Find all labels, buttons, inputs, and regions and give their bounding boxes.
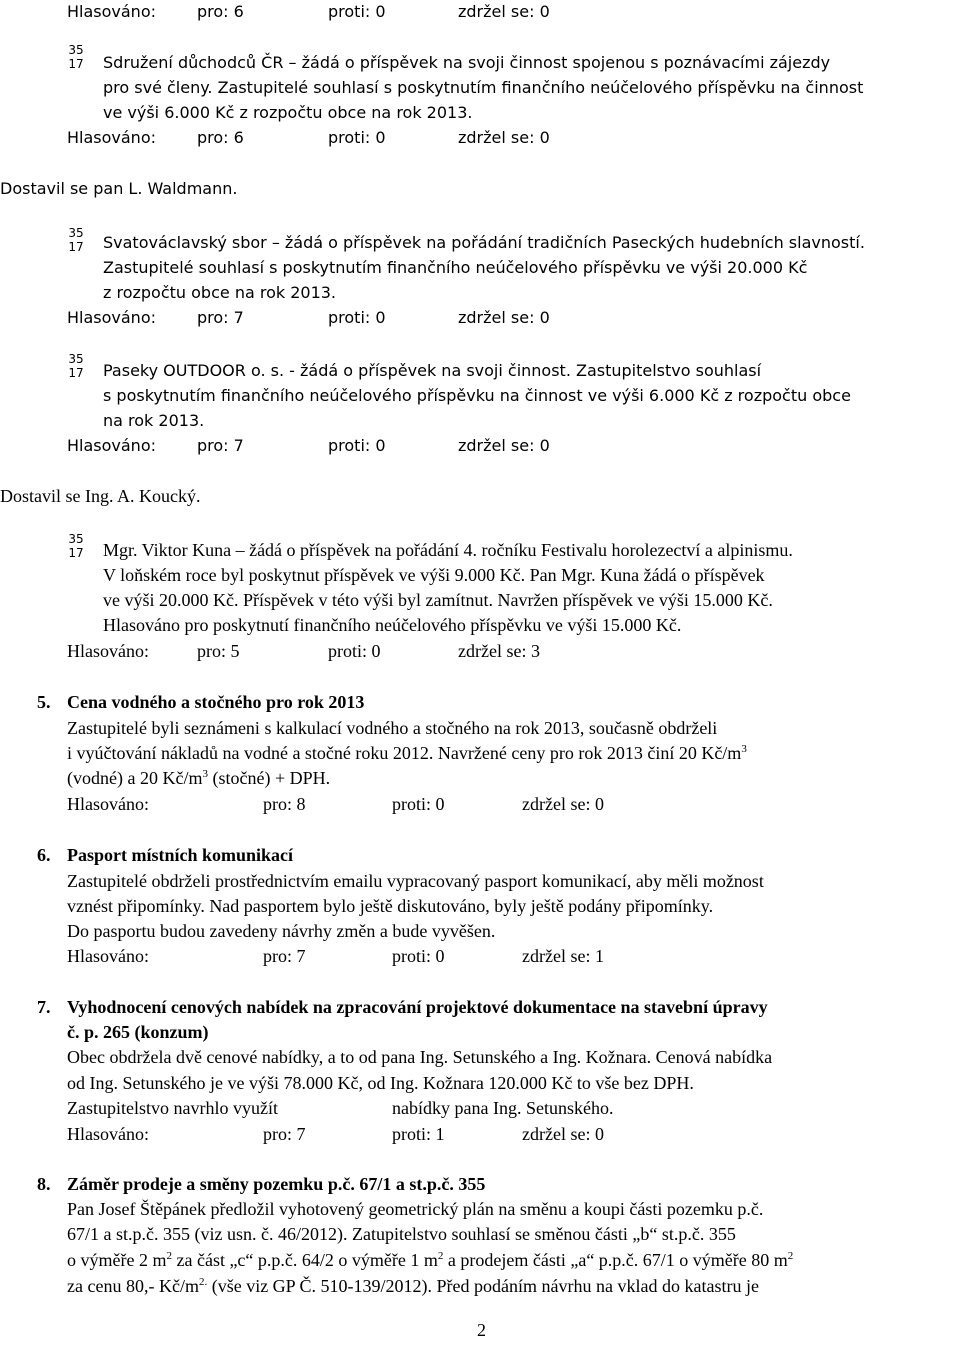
vote-label: Hlasováno: <box>67 946 149 966</box>
vote-proti: proti: 0 <box>328 436 386 455</box>
paragraph-line: Obec obdržela dvě cenové nabídky, a to od pana Ing. Setunského a Ing. Kožnara. Cenová nabídka <box>67 1047 773 1067</box>
vote-pro: pro: 6 <box>197 128 244 147</box>
vote-line <box>67 0 767 25</box>
item-marker-icon: 35 17 <box>68 352 84 380</box>
paragraph-line: Zastupitelé byli seznámeni s kalkulací vodného a stočného na rok 2013, současně obdrželi <box>67 718 718 738</box>
paragraph-line: pro své členy. Zastupitelé souhlasí s poskytnutím finančního neúčelového příspěvku na činnost <box>103 78 864 97</box>
paragraph-line: Paseky OUTDOOR o. s. - žádá o příspěvek na svoji činnost. Zastupitelstvo souhlasí <box>103 361 762 380</box>
vote-label: Hlasováno: <box>67 436 156 455</box>
vote-proti: proti: 0 <box>328 308 386 327</box>
section-number: 7. <box>37 997 51 1017</box>
vote-proti: proti: 0 <box>392 946 445 966</box>
vote-line <box>67 306 767 331</box>
paragraph-line: Zastupitelé obdrželi prostřednictvím emailu vypracovaný pasport komunikací, aby měli možnost <box>67 871 764 891</box>
paragraph-line: Do pasportu budou zavedeny návrhy změn a bude vyvěšen. <box>67 921 496 941</box>
vote-proti: proti: 1 <box>392 1124 445 1144</box>
vote-line <box>67 1122 767 1147</box>
paragraph-line: ve výši 6.000 Kč z rozpočtu obce na rok 2013. <box>103 103 473 122</box>
vote-line <box>67 792 767 817</box>
paragraph-line: Sdružení důchodců ČR – žádá o příspěvek na svoji činnost spojenou s poznávacími zájezdy <box>103 53 831 72</box>
vote-pro: pro: 7 <box>197 308 244 327</box>
paragraph-line: Zastupitelé souhlasí s poskytnutím finančního neúčelového příspěvku ve výši 20.000 Kč <box>103 258 808 277</box>
item-marker-icon: 35 17 <box>68 43 84 71</box>
vote-proti: proti: 0 <box>328 2 386 21</box>
paragraph-line: za cenu 80,- $Kč/m^{2.}$ (vše viz GP Č. 510-139/2012). Před podáním návrhu na vklad do katastru je <box>67 1276 759 1296</box>
section-title: Záměr prodeje a směny pozemku p.č. 67/1 a st.p.č. 355 <box>67 1174 486 1194</box>
section-number: 5. <box>37 692 51 712</box>
vote-zdrzel: zdržel se: 0 <box>458 128 550 147</box>
paragraph-line: od Ing. Setunského je ve výši 78.000 Kč, od Ing. Kožnara 120.000 Kč to vše bez DPH. <box>67 1073 694 1093</box>
item-marker-icon: 35 17 <box>68 532 84 560</box>
vote-pro: pro: 7 <box>197 436 244 455</box>
page-number: 2 <box>477 1320 486 1340</box>
section-title: č. p. 265 (konzum) <box>67 1022 209 1042</box>
section-title: Vyhodnocení cenových nabídek na zpracování projektové dokumentace na stavební úpravy <box>67 997 768 1017</box>
vote-label: Hlasováno: <box>67 128 156 147</box>
vote-zdrzel: zdržel se: 0 <box>458 2 550 21</box>
vote-line <box>67 126 767 151</box>
vote-label: Hlasováno: <box>67 641 149 661</box>
paragraph-line: Hlasováno pro poskytnutí finančního neúčelového příspěvku ve výši 15.000 Kč. <box>103 615 682 635</box>
vote-pro: pro: 6 <box>197 2 244 21</box>
vote-proti: proti: 0 <box>392 794 445 814</box>
vote-label: Hlasováno: <box>67 794 149 814</box>
vote-zdrzel: zdržel se: 0 <box>458 436 550 455</box>
vote-label: Hlasováno: <box>67 308 156 327</box>
vote-proti: proti: 0 <box>328 641 381 661</box>
vote-pro: pro: 8 <box>263 794 306 814</box>
paragraph-line: z rozpočtu obce na rok 2013. <box>103 283 337 302</box>
paragraph-line: vznést připomínky. Nad pasportem bylo ještě diskutováno, byly ještě podány připomínky. <box>67 896 714 916</box>
vote-zdrzel: zdržel se: 0 <box>522 1124 604 1144</box>
paragraph-line: (vodné) a 20 $Kč/m^3$ (stočné) + DPH. <box>67 768 331 788</box>
vote-zdrzel: zdržel se: 1 <box>522 946 604 966</box>
paragraph-line: o výměře 2 $m^2$ za část „c“ p.p.č. 64/2 o výměře 1 $m^2$ a prodejem části „a“ p.p.č. 67/1 o výměře 80 $m^2$ <box>67 1250 794 1270</box>
vote-label: Hlasováno: <box>67 2 156 21</box>
item-marker-icon: 35 17 <box>68 226 84 254</box>
vote-line <box>67 944 767 969</box>
paragraph-line: V loňském roce byl poskytnut příspěvek ve výši 9.000 Kč. Pan Mgr. Kuna žádá o příspěvek <box>103 565 765 585</box>
paragraph-line: Pan Josef Štěpánek předložil vyhotovený geometrický plán na směnu a koupi části pozemku p.č. <box>67 1199 764 1219</box>
section-title: Pasport místních komunikací <box>67 845 294 865</box>
section-title: Cena vodného a stočného pro rok 2013 <box>67 692 365 712</box>
paragraph-line: s poskytnutím finančního neúčelového příspěvku na činnost ve výši 6.000 Kč z rozpočtu obce <box>103 386 851 405</box>
arrival-note: Dostavil se pan L. Waldmann. <box>0 179 238 198</box>
vote-zdrzel: zdržel se: 0 <box>522 794 604 814</box>
vote-pro: pro: 7 <box>263 1124 306 1144</box>
paragraph-line: Mgr. Viktor Kuna – žádá o příspěvek na pořádání 4. ročníku Festivalu horolezectví a alpinismu. <box>103 540 793 560</box>
paragraph-line: Zastupitelstvo navrhlo využít <box>67 1098 278 1118</box>
vote-line <box>67 434 767 459</box>
vote-zdrzel: zdržel se: 0 <box>458 308 550 327</box>
vote-pro: pro: 5 <box>197 641 240 661</box>
vote-line <box>67 639 767 664</box>
vote-zdrzel: zdržel se: 3 <box>458 641 540 661</box>
paragraph-line: ve výši 20.000 Kč. Příspěvek v této výši byl zamítnut. Navržen příspěvek ve výši 15.000 Kč. <box>103 590 773 610</box>
paragraph-line: nabídky pana Ing. Setunského. <box>392 1098 614 1118</box>
vote-label: Hlasováno: <box>67 1124 149 1144</box>
vote-pro: pro: 7 <box>263 946 306 966</box>
vote-proti: proti: 0 <box>328 128 386 147</box>
section-number: 6. <box>37 845 51 865</box>
arrival-note: Dostavil se Ing. A. Koucký. <box>0 486 201 506</box>
paragraph-line: Svatováclavský sbor – žádá o příspěvek na pořádání tradičních Paseckých hudebních slavností. <box>103 233 865 252</box>
paragraph-line: na rok 2013. <box>103 411 205 430</box>
section-number: 8. <box>37 1174 51 1194</box>
paragraph-line: i vyúčtování nákladů na vodné a stočné roku 2012. Navržené ceny pro rok 2013 činí 20 $Kč/m^3$ <box>67 743 747 763</box>
paragraph-line: 67/1 a st.p.č. 355 (viz usn. č. 46/2012). Zatupitelstvo souhlasí se směnou části „b“ st.p.č. 355 <box>67 1224 736 1244</box>
